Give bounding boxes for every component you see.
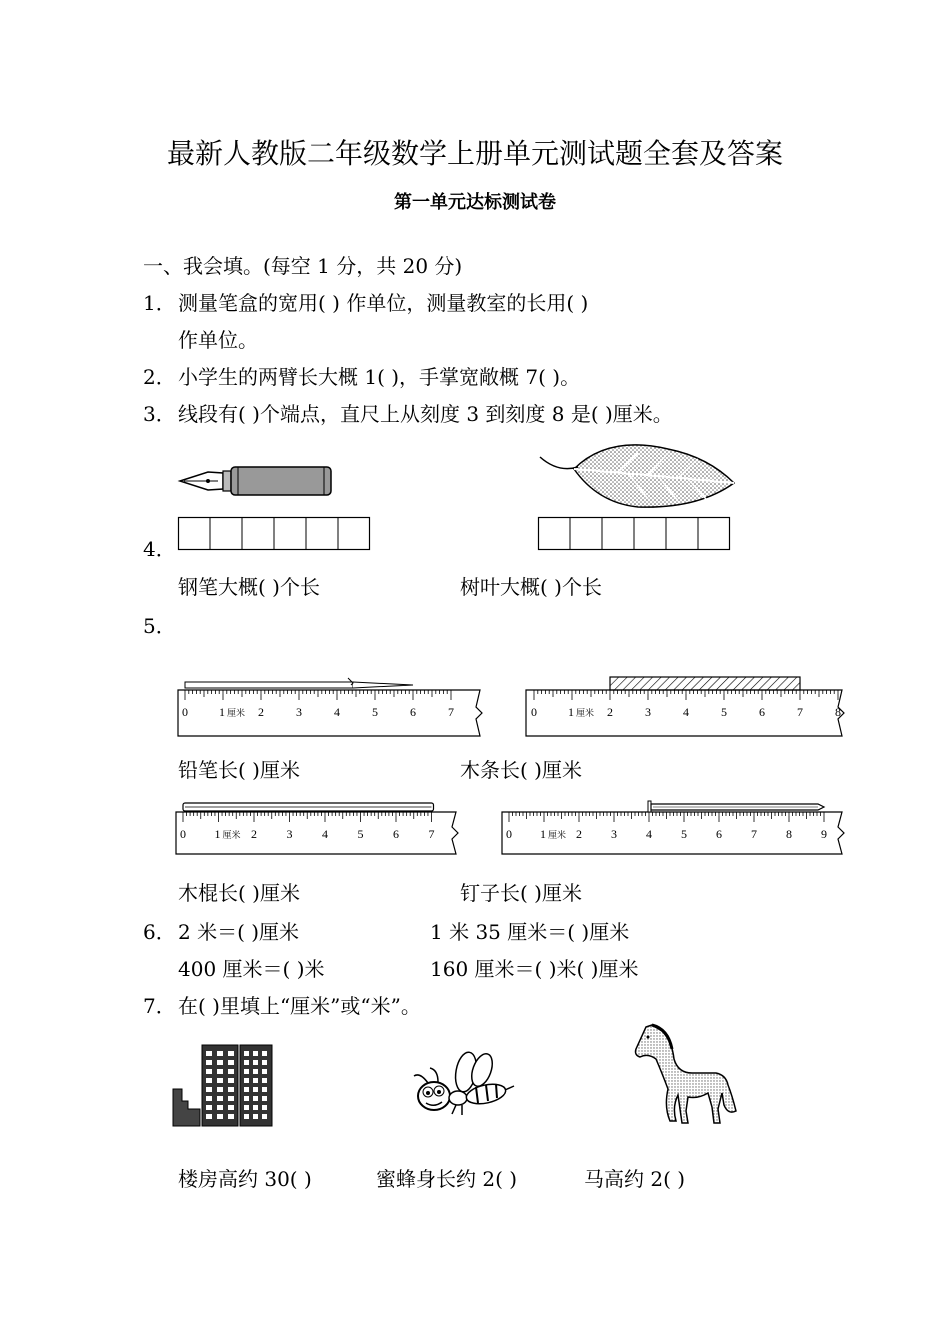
ruler-number: 3 (611, 827, 617, 841)
page-subtitle: 第一单元达标测试卷 (394, 192, 556, 213)
q4-leaf-caption: 树叶大概( )个长 (460, 575, 602, 599)
pencil-tip (353, 682, 413, 688)
section-heading: 一、我会填。(每空 1 分，共 20 分) (143, 254, 463, 278)
ruler-number: 7 (428, 827, 435, 841)
ruler-number: 6 (393, 827, 399, 841)
ruler-number: 8 (835, 705, 841, 719)
q4-pen-caption: 钢笔大概( )个长 (178, 575, 320, 599)
q6-item-2: 1 米 35 厘米＝( )厘米 (430, 920, 630, 944)
q5-nail-caption: 钉子长( )厘米 (460, 881, 582, 905)
ruler-number: 0 (531, 705, 537, 719)
ruler-number: 5 (681, 827, 687, 841)
ruler-number: 5 (357, 827, 364, 841)
ruler-number: 6 (759, 705, 765, 719)
q1-text: 测量笔盒的宽用( ) 作单位，测量教室的长用( ) (178, 291, 589, 315)
fountain-pen-icon (178, 463, 338, 499)
q3-text: 线段有( )个端点，直尺上从刻度 3 到刻度 8 是( )厘米。 (178, 402, 673, 426)
ruler-number: 0 (182, 705, 188, 719)
wood-strip (610, 677, 800, 690)
q7-text: 在( )里填上“厘米”或“米”。 (178, 994, 421, 1018)
q7-building-caption: 楼房高约 30( ) (178, 1167, 312, 1191)
q7-bee-caption: 蜜蜂身长约 2( ) (376, 1167, 518, 1191)
leaf-grid-boxes (538, 517, 730, 550)
ruler-number: 7 (797, 705, 803, 719)
q5-number: 5． (143, 614, 176, 638)
bee-icon (408, 1050, 516, 1118)
ruler-number: 4 (334, 705, 340, 719)
ruler-number: 6 (410, 705, 416, 719)
q7-horse-caption: 马高约 2( ) (584, 1167, 686, 1191)
q6-item-1: 2 米＝( )厘米 (178, 920, 300, 944)
leaf-icon (538, 443, 738, 511)
ruler-number: 1 (219, 705, 225, 719)
q2-text: 小学生的两臂长大概 1( )，手掌宽敞概 7( )。 (178, 365, 581, 389)
ruler-number: 2 (258, 705, 264, 719)
pen-grid-boxes (178, 517, 370, 550)
q4-number: 4． (143, 537, 176, 561)
ruler-pencil (178, 676, 488, 738)
q6-item-4: 160 厘米＝( )米( )厘米 (430, 957, 639, 981)
ruler-number: 2 (251, 827, 257, 841)
q1-text-cont: 作单位。 (178, 328, 258, 352)
ruler-number: 9 (821, 827, 827, 841)
ruler-wood (526, 676, 850, 738)
ruler-number: 1 (540, 827, 546, 841)
q6-item-3: 400 厘米＝( )米 (178, 957, 325, 981)
q6-number: 6． (143, 920, 176, 944)
q7-number: 7． (143, 994, 176, 1018)
q3-number: 3． (143, 402, 176, 426)
ruler-number: 8 (786, 827, 792, 841)
ruler-number: 4 (322, 827, 328, 841)
ruler-number: 1 (214, 827, 221, 841)
ruler-unit-label: 厘米 (227, 709, 246, 719)
ruler-number: 6 (716, 827, 722, 841)
ruler-number: 3 (286, 827, 293, 841)
building-icon (172, 1043, 274, 1127)
ruler-number: 2 (576, 827, 582, 841)
q5-pencil-caption: 铅笔长( )厘米 (178, 758, 300, 782)
ruler-number: 3 (645, 705, 651, 719)
ruler-nail (502, 800, 850, 858)
ruler-number: 5 (372, 705, 378, 719)
ruler-number: 0 (506, 827, 512, 841)
q5-wood-caption: 木条长( )厘米 (460, 758, 582, 782)
q1-number: 1． (143, 291, 176, 315)
ruler-number: 7 (751, 827, 757, 841)
horse-icon (632, 1023, 740, 1127)
ruler-number: 4 (683, 705, 689, 719)
ruler-number: 1 (568, 705, 574, 719)
ruler-number: 4 (646, 827, 652, 841)
ruler-unit-label: 厘米 (222, 831, 241, 841)
ruler-number: 7 (448, 705, 454, 719)
ruler-number: 2 (607, 705, 613, 719)
ruler-number: 0 (180, 827, 186, 841)
pencil-body (185, 682, 353, 688)
ruler-number: 3 (296, 705, 302, 719)
q5-stick-caption: 木棍长( )厘米 (178, 881, 300, 905)
q2-number: 2． (143, 365, 176, 389)
ruler-unit-label: 厘米 (548, 831, 567, 841)
ruler-number: 5 (721, 705, 727, 719)
ruler-unit-label: 厘米 (576, 709, 595, 719)
ruler-stick (176, 800, 466, 858)
page-title: 最新人教版二年级数学上册单元测试题全套及答案 (166, 137, 783, 170)
